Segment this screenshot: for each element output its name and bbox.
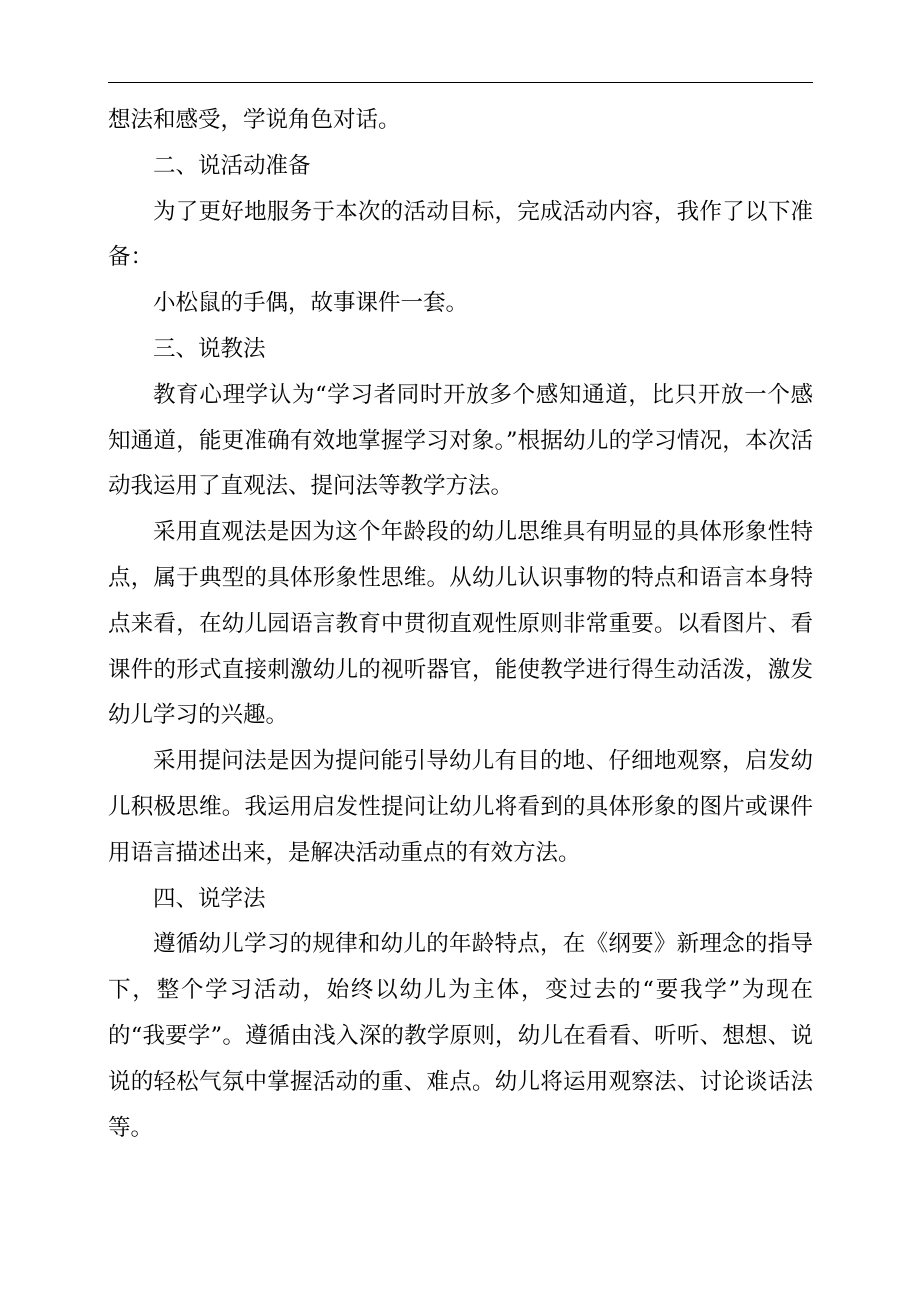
paragraph-continuation: 想法和感受，学说角色对话。 <box>108 107 401 133</box>
paragraph-learning-method: 遵循幼儿学习的规律和幼儿的年龄特点，在《纲要》新理念的指导下，整个学习活动，始终以幼儿为主体，变过去的“要我学”为现在的“我要学”。遵循由浅入深的教学原则，幼儿在看看、听听、想想、说说的轻松气氛中掌握活动的重、难点。幼儿将运用观察法、讨论谈话法等。 <box>108 931 813 1141</box>
section-heading-preparation: 二、说活动准备 <box>153 152 311 179</box>
paragraph-teaching-method: 教育心理学认为“学习者同时开放多个感知通道，比只开放一个感知通道，能更准确有效地掌握学习对象。”根据幼儿的学习情况，本次活动我运用了直观法、提问法等教学方法。 <box>108 381 813 500</box>
paragraph-questioning-method: 采用提问法是因为提问能引导幼儿有目的地、仔细地观察，启发幼儿积极思维。我运用启发性提问让幼儿将看到的具体形象的图片或课件用语言描述出来，是解决活动重点的有效方法。 <box>108 748 813 866</box>
section-heading-teaching-method: 三、说教法 <box>153 335 266 362</box>
body-text <box>108 98 813 1151</box>
paragraph-intuitive-method: 采用直观法是因为这个年龄段的幼儿思维具有明显的具体形象性特点，属于典型的具体形象性思维。从幼儿认识事物的特点和语言本身特点来看，在幼儿园语言教育中贯彻直观性原则非常重要。以看图片、看课件的形式直接刺激幼儿的视听器官，能使教学进行得生动活泼，激发幼儿学习的兴趣。 <box>108 519 813 729</box>
paragraph-preparation: 为了更好地服务于本次的活动目标，完成活动内容，我作了以下准备： <box>108 198 813 271</box>
header-rule <box>108 82 813 83</box>
section-heading-learning-method: 四、说学法 <box>153 885 266 912</box>
paragraph-materials: 小松鼠的手偶，故事课件一套。 <box>153 290 469 317</box>
